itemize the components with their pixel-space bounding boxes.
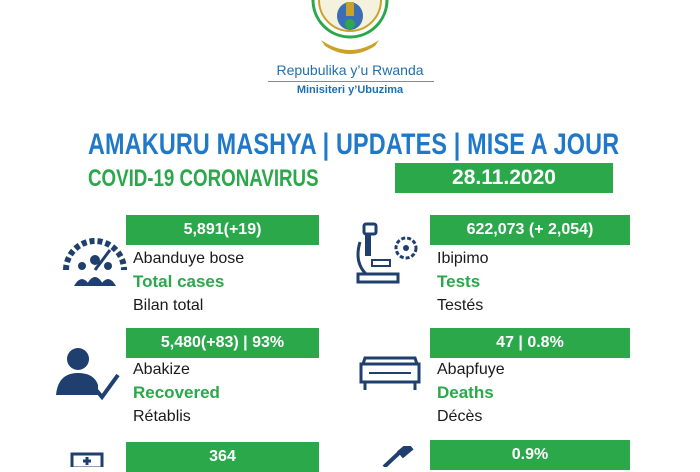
recovered-label-rw: Abakize — [133, 361, 190, 378]
recovered-label-en: Recovered — [133, 383, 220, 402]
recovered-person-icon — [52, 345, 122, 405]
republic-name: Repubulika y’u Rwanda — [276, 62, 424, 78]
page-subtitle: COVID-19 CORONAVIRUS — [88, 165, 319, 192]
tests-label-fr: Testés — [437, 297, 484, 314]
hammer-icon — [378, 446, 418, 467]
tests-label-rw: Ibipimo — [437, 250, 489, 267]
microscope-icon — [350, 222, 420, 282]
total-cases-value: 5,891(+19) — [126, 215, 319, 245]
tests-value: 622,073 (+ 2,054) — [430, 215, 630, 245]
rate-value: 0.9% — [430, 440, 630, 470]
deaths-label-en: Deaths — [437, 383, 494, 402]
deaths-label-rw: Abapfuye — [437, 361, 505, 378]
report-date: 28.11.2020 — [395, 163, 613, 193]
crowd-gauge-icon — [60, 230, 130, 290]
total-cases-label-fr: Bilan total — [133, 297, 204, 314]
deaths-value: 47 | 0.8% — [430, 328, 630, 358]
coat-of-arms-seal — [307, 0, 393, 56]
page-title: AMAKURU MASHYA | UPDATES | MISE A JOUR — [88, 128, 620, 161]
recovered-value: 5,480(+83) | 93% — [126, 328, 319, 358]
deaths-label-fr: Décès — [437, 408, 483, 425]
hospital-icon — [70, 452, 104, 467]
recovered-label-fr: Rétablis — [133, 408, 191, 425]
total-cases-label-rw: Abanduye bose — [133, 250, 245, 267]
coffin-icon — [355, 350, 425, 410]
ministry-name: Minisiteri y’Ubuzima — [296, 84, 404, 96]
tests-label-en: Tests — [437, 272, 481, 291]
total-cases-label-en: Total cases — [133, 272, 225, 291]
header-divider — [268, 81, 434, 82]
active-cases-value: 364 — [126, 442, 319, 472]
